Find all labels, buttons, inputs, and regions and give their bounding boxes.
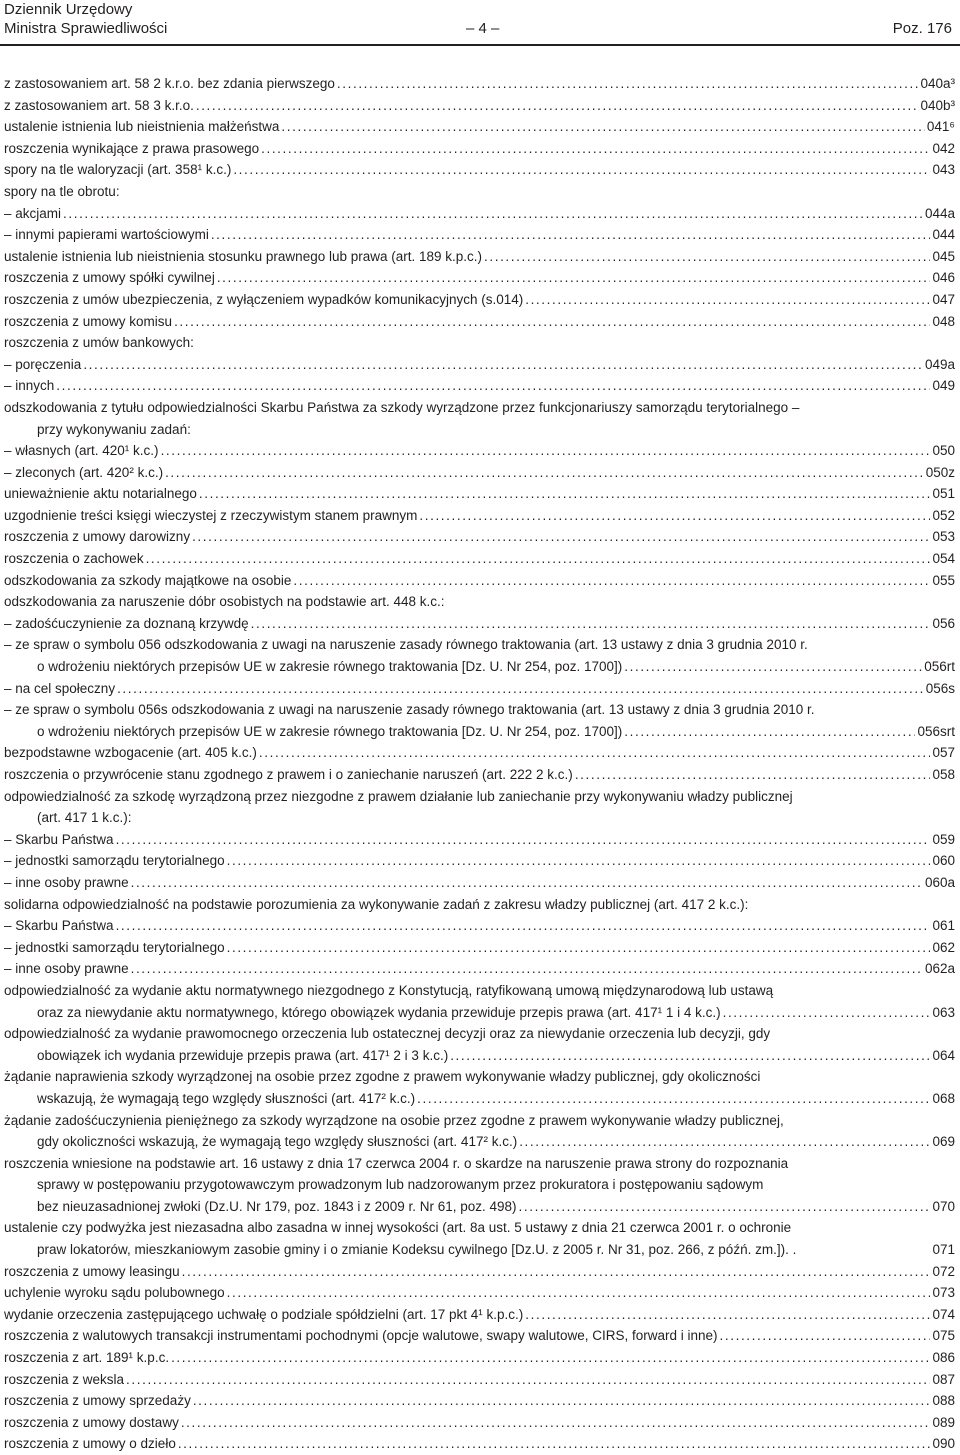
list-item — [4, 613, 955, 635]
dot-leader — [484, 246, 930, 268]
dot-leader — [337, 73, 919, 95]
dot-leader — [83, 354, 923, 376]
list-item — [4, 937, 955, 959]
list-item — [4, 872, 955, 894]
dot-leader — [419, 505, 930, 527]
page-number: – 4 – — [466, 20, 500, 37]
entry-symbol-code: 063 — [932, 1004, 955, 1020]
list-item — [4, 721, 955, 743]
dot-leader — [171, 1347, 930, 1369]
entry-description: żądanie naprawienia szkody wyrządzonej na osobie przez zgodne z prawem wykonywanie władzy publicznej, gdy okoliczności — [4, 1069, 761, 1085]
dot-leader — [193, 1390, 931, 1412]
entry-description: uchylenie wyroku sądu polubownego — [4, 1285, 225, 1301]
list-item — [4, 894, 955, 916]
entry-symbol-code: 049a — [924, 356, 955, 372]
entry-symbol-code: 056 — [932, 615, 955, 631]
list-item — [4, 505, 955, 527]
entry-description: roszczenia z umów bankowych: — [4, 335, 194, 351]
entry-description: roszczenia z umowy spółki cywilnej — [4, 270, 215, 286]
entry-description: ustalenie czy podwyżka jest niezasadna albo zasadna w innej wysokości (art. 8a ust. 5 ustawy z dnia 21 czerwca 2001 r. o ochronie — [4, 1220, 792, 1236]
dot-leader — [199, 483, 931, 505]
dot-leader — [259, 742, 931, 764]
entry-symbol-code: 059 — [932, 831, 955, 847]
dot-leader — [281, 116, 924, 138]
dot-leader — [624, 656, 922, 678]
list-item — [4, 1239, 955, 1261]
entry-symbol-code: 089 — [932, 1414, 955, 1430]
dot-leader — [227, 850, 931, 872]
entry-description: – poręczenia — [4, 356, 82, 372]
entry-description: – jednostki samorządu terytorialnego — [4, 853, 225, 869]
entry-symbol-code: 069 — [932, 1134, 955, 1150]
entry-description: sprawy w postępowaniu przygotowawczym prowadzonym lub nadzorowanym przez prokuratora i postępowaniu sądowym — [37, 1177, 764, 1193]
list-item — [4, 1131, 955, 1153]
list-item — [4, 1066, 955, 1088]
entry-description: solidarna odpowiedzialność na podstawie porozumienia za wykonywanie zadań z zakresu władzy publicznej (art. 417 2 k.c.): — [4, 896, 749, 912]
entry-symbol-code: 060a — [924, 874, 955, 890]
list-item — [4, 1325, 955, 1347]
entry-description: – Skarbu Państwa — [4, 831, 114, 847]
entry-description: roszczenia o zachowek — [4, 551, 144, 567]
entry-description: roszczenia z umów ubezpieczenia, z wyłączeniem wypadków komunikacyjnych (s.014) — [4, 291, 524, 307]
list-item — [4, 742, 955, 764]
entry-symbol-code: 056s — [925, 680, 955, 696]
list-item — [4, 483, 955, 505]
list-item — [4, 764, 955, 786]
dot-leader — [720, 1325, 931, 1347]
list-item — [4, 570, 955, 592]
dot-leader — [174, 311, 930, 333]
entry-description: – własnych (art. 420¹ k.c.) — [4, 443, 159, 459]
dot-leader — [525, 289, 930, 311]
entry-description: – Skarbu Państwa — [4, 918, 114, 934]
entry-symbol-code: 086 — [932, 1350, 955, 1366]
entry-description: uzgodnienie treści księgi wieczystej z rzeczywistym stanem prawnym — [4, 507, 418, 523]
entry-description: z zastosowaniem art. 58 3 k.r.o. — [4, 97, 194, 113]
dot-leader — [181, 1412, 931, 1434]
list-item — [4, 116, 955, 138]
entry-symbol-code: 045 — [932, 248, 955, 264]
entry-description: roszczenia z umowy sprzedaży — [4, 1393, 191, 1409]
list-item — [4, 1347, 955, 1369]
list-item — [4, 462, 955, 484]
dot-leader — [450, 1045, 930, 1067]
dot-leader — [575, 764, 931, 786]
list-item — [4, 246, 955, 268]
list-item — [4, 829, 955, 851]
entry-description: odpowiedzialność za szkodę wyrządzoną przez niezgodne z prawem działanie lub zaniechanie przy wykonywaniu władzy publicznej — [4, 788, 793, 804]
list-item — [4, 1282, 955, 1304]
entry-symbol-code: 050 — [932, 443, 955, 459]
entry-description: – ze spraw o symbolu 056 odszkodowania z uwagi na naruszenie zasady równego traktowania (art. 13 ustawy z dnia 3 grudnia 2010 r. — [4, 637, 808, 653]
entry-symbol-code: 042 — [932, 140, 955, 156]
entry-symbol-code: 040b³ — [920, 97, 955, 113]
entry-symbol-code: 062 — [932, 939, 955, 955]
list-item — [4, 419, 955, 441]
list-item — [4, 786, 955, 808]
list-item — [4, 397, 955, 419]
entry-description: bez nieuzasadnionej zwłoki (Dz.U. Nr 179, poz. 1843 i z 2009 r. Nr 61, poz. 498) — [37, 1198, 517, 1214]
entry-description: – innych — [4, 378, 55, 394]
dot-leader — [182, 1261, 931, 1283]
entry-symbol-code: 047 — [932, 291, 955, 307]
entry-symbol-code: 074 — [932, 1306, 955, 1322]
list-item — [4, 915, 955, 937]
dot-leader — [525, 1304, 930, 1326]
list-item — [4, 181, 955, 203]
dot-leader — [117, 678, 924, 700]
dot-leader — [56, 375, 930, 397]
entry-description: – zleconych (art. 420² k.c.) — [4, 464, 164, 480]
entry-description: z zastosowaniem art. 58 2 k.r.o. bez zdania pierwszego — [4, 76, 335, 91]
dot-leader — [146, 548, 931, 570]
list-item — [4, 591, 955, 613]
dot-leader — [624, 721, 915, 743]
list-item — [4, 311, 955, 333]
entry-symbol-code: 051 — [932, 486, 955, 502]
list-item — [4, 1110, 955, 1132]
list-item — [4, 1023, 955, 1045]
entry-description: spory na tle waloryzacji (art. 358¹ k.c.) — [4, 162, 232, 178]
list-item — [4, 807, 955, 829]
dot-leader — [131, 958, 923, 980]
dot-leader — [211, 224, 931, 246]
header-divider — [0, 44, 960, 46]
entry-symbol-code: 046 — [932, 270, 955, 286]
entry-description: – inne osoby prawne — [4, 961, 129, 977]
list-item — [4, 1174, 955, 1196]
entry-symbol-code: 041⁶ — [926, 119, 955, 135]
entry-description: unieważnienie aktu notarialnego — [4, 486, 197, 502]
dot-leader — [417, 1088, 930, 1110]
list-item — [4, 526, 955, 548]
entry-description: roszczenia z umowy komisu — [4, 313, 173, 329]
dot-leader — [723, 1002, 931, 1024]
dot-leader — [293, 570, 930, 592]
entry-description: roszczenia z umowy leasingu — [4, 1263, 180, 1279]
entry-description: – innymi papierami wartościowymi — [4, 227, 209, 243]
entry-symbol-code: 043 — [932, 162, 955, 178]
dot-leader — [63, 203, 923, 225]
list-item — [4, 1217, 955, 1239]
list-item — [4, 354, 955, 376]
entry-symbol-code: 050z — [925, 464, 955, 480]
position-number: Poz. 176 — [892, 20, 952, 37]
list-item — [4, 1390, 955, 1412]
entry-symbol-code: 061 — [932, 918, 955, 934]
dot-leader — [227, 937, 931, 959]
entry-symbol-code: 056rt — [924, 659, 955, 675]
entry-description: roszczenia o przywrócenie stanu zgodnego z prawem i o zaniechanie naruszeń (art. 222 2 k.c.) — [4, 767, 573, 782]
entry-description: – zadośćuczynienie za doznaną krzywdę — [4, 615, 249, 631]
dot-leader — [116, 829, 931, 851]
entry-description: o wdrożeniu niektórych przepisów UE w zakresie równego traktowania [Dz. U. Nr 254, poz. 1700]) — [37, 723, 623, 739]
list-item — [4, 224, 955, 246]
entry-description: wskazują, że wymagają tego względy słuszności (art. 417² k.c.) — [37, 1090, 416, 1106]
list-item — [4, 548, 955, 570]
list-item — [4, 980, 955, 1002]
entry-symbol-code: 070 — [932, 1198, 955, 1214]
entry-symbol-code: 090 — [932, 1436, 955, 1452]
dot-leader — [196, 95, 919, 117]
entry-symbol-code: 087 — [932, 1371, 955, 1387]
dot-leader — [192, 526, 930, 548]
entry-description: roszczenia z umowy o dzieło — [4, 1436, 176, 1452]
entry-symbol-code: 088 — [932, 1393, 955, 1409]
entry-symbol-code: 073 — [932, 1285, 955, 1301]
list-item — [4, 1088, 955, 1110]
entry-symbol-code: 040a³ — [920, 76, 955, 91]
list-item — [4, 958, 955, 980]
list-item — [4, 1304, 955, 1326]
list-item — [4, 656, 955, 678]
dot-leader — [261, 138, 930, 160]
entry-symbol-code: 048 — [932, 313, 955, 329]
dot-leader — [519, 1196, 931, 1218]
entry-description: wydanie orzeczenia zastępującego uchwałę o podziale spółdzielni (art. 17 pkt 4¹ k.p.c.) — [4, 1306, 524, 1322]
entry-symbol-code: 068 — [932, 1090, 955, 1106]
entry-description: odpowiedzialność za wydanie prawomocnego orzeczenia lub ostatecznej decyzji oraz za niewydanie orzeczenia lub decyzji, gdy — [4, 1026, 771, 1042]
entry-symbol-code: 071 — [932, 1242, 955, 1258]
entry-description: spory na tle obrotu: — [4, 183, 120, 199]
list-item — [4, 1153, 955, 1175]
entry-description: obowiązek ich wydania przewiduje przepis prawa (art. 417¹ 2 i 3 k.c.) — [37, 1047, 449, 1063]
dot-leader — [217, 267, 931, 289]
ministry-name: Ministra Sprawiedliwości — [4, 20, 168, 37]
list-item — [4, 634, 955, 656]
entry-description: roszczenia z walutowych transakcji instrumentami pochodnymi (opcje walutowe, swapy walutowe, CIRS, forward i inne) — [4, 1328, 718, 1344]
entry-description: odszkodowania z tytułu odpowiedzialności Skarbu Państwa za szkody wyrządzone przez funkcjonariuszy samorządu terytorialnego – — [4, 399, 800, 415]
list-item — [4, 73, 955, 95]
entry-symbol-code: 075 — [932, 1328, 955, 1344]
entry-description: (art. 417 1 k.c.): — [37, 810, 132, 826]
dot-leader — [126, 1369, 930, 1391]
list-item — [4, 1412, 955, 1434]
dot-leader — [227, 1282, 931, 1304]
entry-symbol-code: 053 — [932, 529, 955, 545]
symbol-index-list — [4, 73, 955, 1455]
entry-symbol-code: 044a — [924, 205, 955, 221]
entry-description: bezpodstawne wzbogacenie (art. 405 k.c.) — [4, 745, 257, 761]
list-item — [4, 1002, 955, 1024]
dot-leader — [116, 915, 931, 937]
dot-leader — [519, 1131, 930, 1153]
entry-description: roszczenia z art. 189¹ k.p.c. — [4, 1350, 170, 1366]
list-item — [4, 159, 955, 181]
entry-description: – ze spraw o symbolu 056s odszkodowania z uwagi na naruszenie zasady równego traktowania (art. 13 ustawy z dnia 3 grudnia 2010 r. — [4, 702, 815, 718]
entry-symbol-code: 044 — [932, 227, 955, 243]
list-item — [4, 1433, 955, 1455]
dot-leader — [233, 159, 930, 181]
entry-description: o wdrożeniu niektórych przepisów UE w zakresie równego traktowania [Dz. U. Nr 254, poz. 1700]) — [37, 659, 623, 675]
entry-description: – akcjami — [4, 205, 62, 221]
list-item — [4, 678, 955, 700]
dot-leader — [161, 440, 931, 462]
list-item — [4, 375, 955, 397]
entry-description: praw lokatorów, mieszkaniowym zasobie gminy i o zmianie Kodeksu cywilnego [Dz.U. z 2005 r. Nr 31, poz. 266, z późń. zm.]). . — [37, 1242, 797, 1258]
list-item — [4, 95, 955, 117]
dot-leader — [165, 462, 924, 484]
list-item — [4, 1196, 955, 1218]
entry-symbol-code: 064 — [932, 1047, 955, 1063]
list-item — [4, 1369, 955, 1391]
entry-description: roszczenia z umowy darowizny — [4, 529, 191, 545]
entry-symbol-code: 055 — [932, 572, 955, 588]
entry-description: – inne osoby prawne — [4, 874, 129, 890]
list-item — [4, 138, 955, 160]
entry-description: oraz za niewydanie aktu normatywnego, którego obowiązek wydania przewiduje przepis prawa (art. 417¹ 1 i 4 k.c.) — [37, 1004, 721, 1020]
journal-title: Dziennik Urzędowy — [4, 1, 133, 18]
entry-description: przy wykonywaniu zadań: — [37, 421, 191, 437]
entry-description: roszczenia wniesione na podstawie art. 16 ustawy z dnia 17 czerwca 2004 r. o skardze na naruszenie prawa strony do rozpoznania — [4, 1155, 789, 1171]
list-item — [4, 1261, 955, 1283]
entry-description: żądanie zadośćuczynienia pieniężnego za szkody wyrządzone na osobie przez zgodne z prawem wykonywanie władzy publicznej, — [4, 1112, 784, 1128]
entry-description: gdy okoliczności wskazują, że wymagają tego względy słuszności (art. 417² k.c.) — [37, 1134, 518, 1150]
entry-description: – na cel społeczny — [4, 680, 116, 696]
entry-symbol-code: 054 — [932, 551, 955, 567]
list-item — [4, 699, 955, 721]
entry-description: odpowiedzialność za wydanie aktu normatywnego niezgodnego z Konstytucją, ratyfikowaną umową międzynarodową lub ustawą — [4, 982, 774, 998]
entry-symbol-code: 049 — [932, 378, 955, 394]
dot-leader — [131, 872, 923, 894]
entry-symbol-code: 062a — [924, 961, 955, 977]
entry-symbol-code: 057 — [932, 745, 955, 761]
dot-leader — [178, 1433, 931, 1455]
entry-symbol-code: 058 — [932, 767, 955, 782]
list-item — [4, 1045, 955, 1067]
list-item — [4, 289, 955, 311]
entry-symbol-code: 072 — [932, 1263, 955, 1279]
entry-symbol-code: 056srt — [917, 723, 955, 739]
list-item — [4, 440, 955, 462]
entry-description: – jednostki samorządu terytorialnego — [4, 939, 225, 955]
entry-description: ustalenie istnienia lub nieistnienia małżeństwa — [4, 119, 280, 135]
entry-symbol-code: 052 — [932, 507, 955, 523]
list-item — [4, 267, 955, 289]
entry-description: ustalenie istnienia lub nieistnienia stosunku prawnego lub prawa (art. 189 k.p.c.) — [4, 248, 483, 264]
entry-symbol-code: 060 — [932, 853, 955, 869]
entry-description: roszczenia wynikające z prawa prasowego — [4, 140, 260, 156]
page-header — [4, 0, 956, 44]
entry-description: roszczenia z umowy dostawy — [4, 1414, 179, 1430]
entry-description: odszkodowania za naruszenie dóbr osobistych na podstawie art. 448 k.c.: — [4, 594, 445, 610]
dot-leader — [251, 613, 931, 635]
list-item — [4, 203, 955, 225]
entry-description: roszczenia z weksla — [4, 1371, 125, 1387]
list-item — [4, 850, 955, 872]
entry-description: odszkodowania za szkody majątkowe na osobie — [4, 572, 292, 588]
list-item — [4, 332, 955, 354]
